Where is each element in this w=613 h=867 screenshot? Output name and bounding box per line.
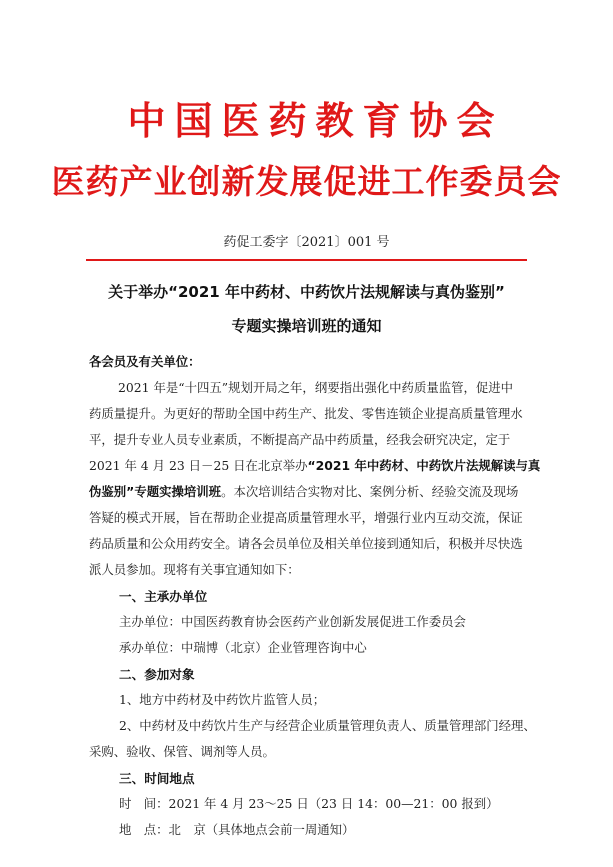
- intro-line: 平，提升专业人员专业素质，不断提高产品中药质量，经我会研究决定，定于: [89, 432, 511, 447]
- section-title-organizers: 一、主承办单位: [119, 589, 208, 604]
- intro-line: 2021 年是“十四五”规划开局之年，纲要指出强化中药质量监管，促进中: [118, 380, 514, 395]
- document-number: 药促工委字〔2021〕001 号: [223, 235, 390, 250]
- participant-item: 2、中药材及中药饮片生产与经营企业质量管理负责人、质量管理部门经理、: [119, 718, 536, 733]
- intro-line-mixed: [89, 482, 529, 500]
- training-name-part2: 伪鉴别”专题实操培训班: [89, 484, 222, 499]
- participant-item: 1、地方中药材及中药饮片监管人员；: [119, 692, 326, 707]
- intro-date-text: 2021 年 4 月 23 日－25 日在北京举办: [89, 458, 308, 473]
- intro-line-mixed: [89, 456, 541, 474]
- organizer-host: 主办单位：中国医药教育协会医药产业创新发展促进工作委员会: [119, 614, 466, 629]
- intro-description: 。本次培训结合实物对比、案例分析、经验交流及现场: [221, 484, 519, 499]
- section-title-participants: 二、参加对象: [119, 667, 195, 682]
- org-name-line2: 医药产业创新发展促进工作委员会: [51, 162, 562, 201]
- notice-title-line2: 专题实操培训班的通知: [231, 317, 382, 335]
- training-name-part1: “2021 年中药材、中药饮片法规解读与真: [307, 458, 541, 473]
- participant-item-continued: 采购、验收、保管、调剂等人员。: [89, 744, 275, 759]
- red-divider: [86, 259, 527, 261]
- salutation: 各会员及有关单位：: [89, 354, 201, 369]
- org-name-line1: 中国医药教育协会: [127, 99, 504, 143]
- intro-line: 派人员参加。现将有关事宜通知如下：: [89, 562, 300, 577]
- section-title-time-place: 三、时间地点: [119, 771, 195, 786]
- intro-line: 答疑的模式开展，旨在帮助企业提高质量管理水平，增强行业内互动交流，保证: [89, 510, 523, 525]
- intro-line: 药质量提升。为更好的帮助全国中药生产、批发、零售连锁企业提高质量管理水: [89, 406, 523, 421]
- organizer-co-host: 承办单位：中瑞博（北京）企业管理咨询中心: [119, 640, 367, 655]
- event-location: 地 点：北 京（具体地点会前一周通知）: [119, 822, 355, 837]
- notice-title-line1: 关于举办“2021 年中药材、中药饮片法规解读与真伪鉴别”: [108, 283, 505, 301]
- intro-line: 药品质量和公众用药安全。请各会员单位及相关单位接到通知后，积极并尽快选: [89, 536, 523, 551]
- event-time: 时 间：2021 年 4 月 23～25 日（23 日 14：00—21：00 报到）: [119, 796, 499, 811]
